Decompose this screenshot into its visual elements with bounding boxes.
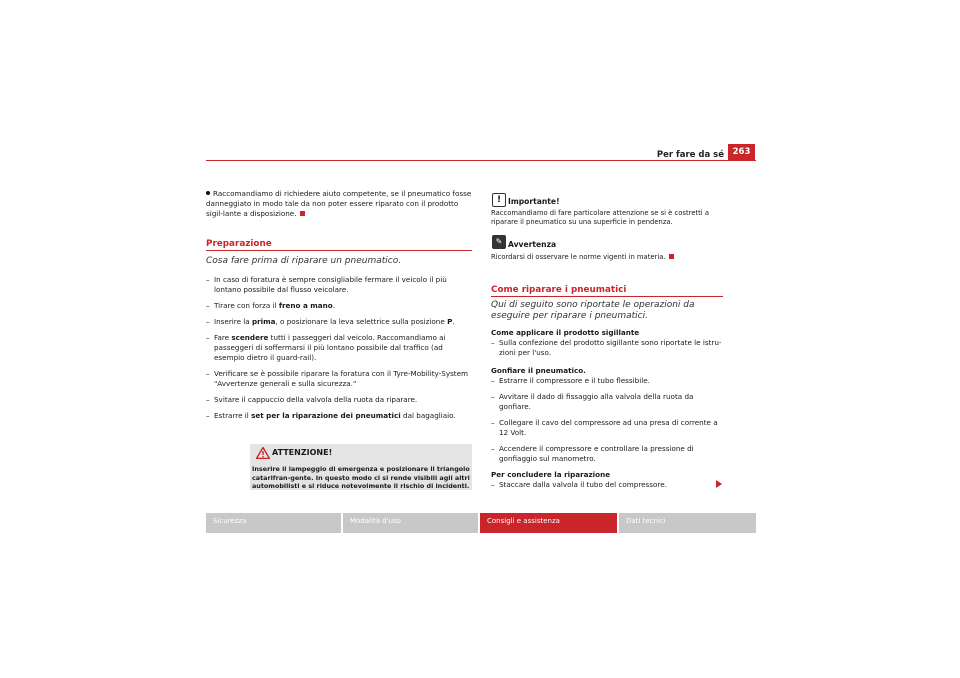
- important-title: Importante!: [508, 197, 560, 206]
- warning-text: Inserire il lampeggio di emergenza e posizionare il triangolo catarifran-gente. In questo modo ci si rende visibili agli altri automobilisti e si riduce notevolmente il rischio di incidenti.: [252, 465, 470, 491]
- page-header-title: Per fare da sé: [656, 150, 724, 160]
- list-item: – Svitare il cappuccio della valvola della ruota da riparare.: [206, 395, 418, 404]
- warning-title: ATTENZIONE!: [272, 448, 333, 457]
- list-item: – Sulla confezione del prodotto sigillante sono riportate le istru-zioni per l'uso.: [491, 338, 722, 357]
- section-subtitle: Cosa fare prima di riparare un pneumatico.: [206, 256, 402, 266]
- section-title-preparazione: Preparazione: [206, 239, 272, 249]
- intro-paragraph: [206, 189, 472, 219]
- tab-dati-tecnici[interactable]: Dati tecnici: [619, 513, 756, 533]
- intro-text: Raccomandiamo di richiedere aiuto competente, se il pneumatico fosse danneggiato in modo tale da non poter essere riparato con il prodotto sigil-lante a disposizione.: [206, 189, 472, 218]
- finish-heading: Per concludere la riparazione: [491, 470, 611, 479]
- tab-sicurezza[interactable]: Sicurezza: [206, 513, 341, 533]
- section-rule: [491, 296, 723, 297]
- list-item: – Estrarre il compressore e il tubo flessibile.: [491, 376, 650, 385]
- tab-modalita-uso[interactable]: Modalità d'uso: [343, 513, 478, 533]
- end-marker-icon: [669, 254, 674, 259]
- apply-heading: Come applicare il prodotto sigillante: [491, 328, 640, 337]
- note-paragraph: [491, 252, 721, 262]
- continue-arrow-icon: [716, 480, 722, 488]
- list-item: – Collegare il cavo del compressore ad una presa di corrente a 12 Volt.: [491, 418, 718, 437]
- list-item: – Accendere il compressore e controllare la pressione di gonfiaggio sul manometro.: [491, 444, 694, 463]
- list-item: – Staccare dalla valvola il tubo del compressore.: [491, 480, 667, 489]
- list-item: – Tirare con forza il freno a mano.: [206, 301, 335, 310]
- list-item: – In caso di foratura è sempre consigliabile fermare il veicolo il più lontano possibile dal flusso veicolare.: [206, 275, 447, 294]
- section-subtitle: Qui di seguito sono riportate le operazioni da eseguire per riparare i pneumatici.: [491, 300, 695, 321]
- preparation-steps: [206, 275, 472, 427]
- note-text: Ricordarsi di osservare le norme vigenti in materia.: [491, 253, 666, 261]
- page-number: 263: [728, 144, 755, 160]
- list-item: – Verificare se è possibile riparare la foratura con il Tyre-Mobility-System "Avvertenze generali e sulla sicurezza.": [206, 369, 469, 388]
- bullet-icon: [206, 191, 210, 195]
- list-item: – Inserire la prima, o posizionare la leva selettrice sulla posizione P.: [206, 317, 455, 326]
- note-icon: ✎: [492, 235, 506, 249]
- inflate-heading: Gonfiare il pneumatico.: [491, 366, 586, 375]
- warning-triangle-icon: [256, 447, 270, 459]
- list-item: – Estrarre il set per la riparazione dei pneumatici dal bagagliaio.: [206, 411, 456, 420]
- exclamation-icon: !: [492, 193, 506, 207]
- tab-consigli-assistenza[interactable]: Consigli e assistenza: [480, 513, 617, 533]
- section-rule: [206, 250, 472, 251]
- header-rule: [206, 160, 756, 161]
- list-item: – Avvitare il dado di fissaggio alla valvola della ruota da gonfiare.: [491, 392, 694, 411]
- important-text: Raccomandiamo di fare particolare attenzione se si è costretti a riparare il pneumatico su una superficie in pendenza.: [491, 209, 709, 226]
- repair-instructions: [491, 328, 723, 496]
- end-marker-icon: [300, 211, 305, 216]
- section-title-riparare: Come riparare i pneumatici: [491, 285, 627, 295]
- list-item: – Fare scendere tutti i passeggeri dal veicolo. Raccomandiamo ai passeggeri di soffermarsi il più lontano possibile dal traffico (ad esempio dietro il guard-rail).: [206, 333, 446, 362]
- note-title: Avvertenza: [508, 240, 557, 249]
